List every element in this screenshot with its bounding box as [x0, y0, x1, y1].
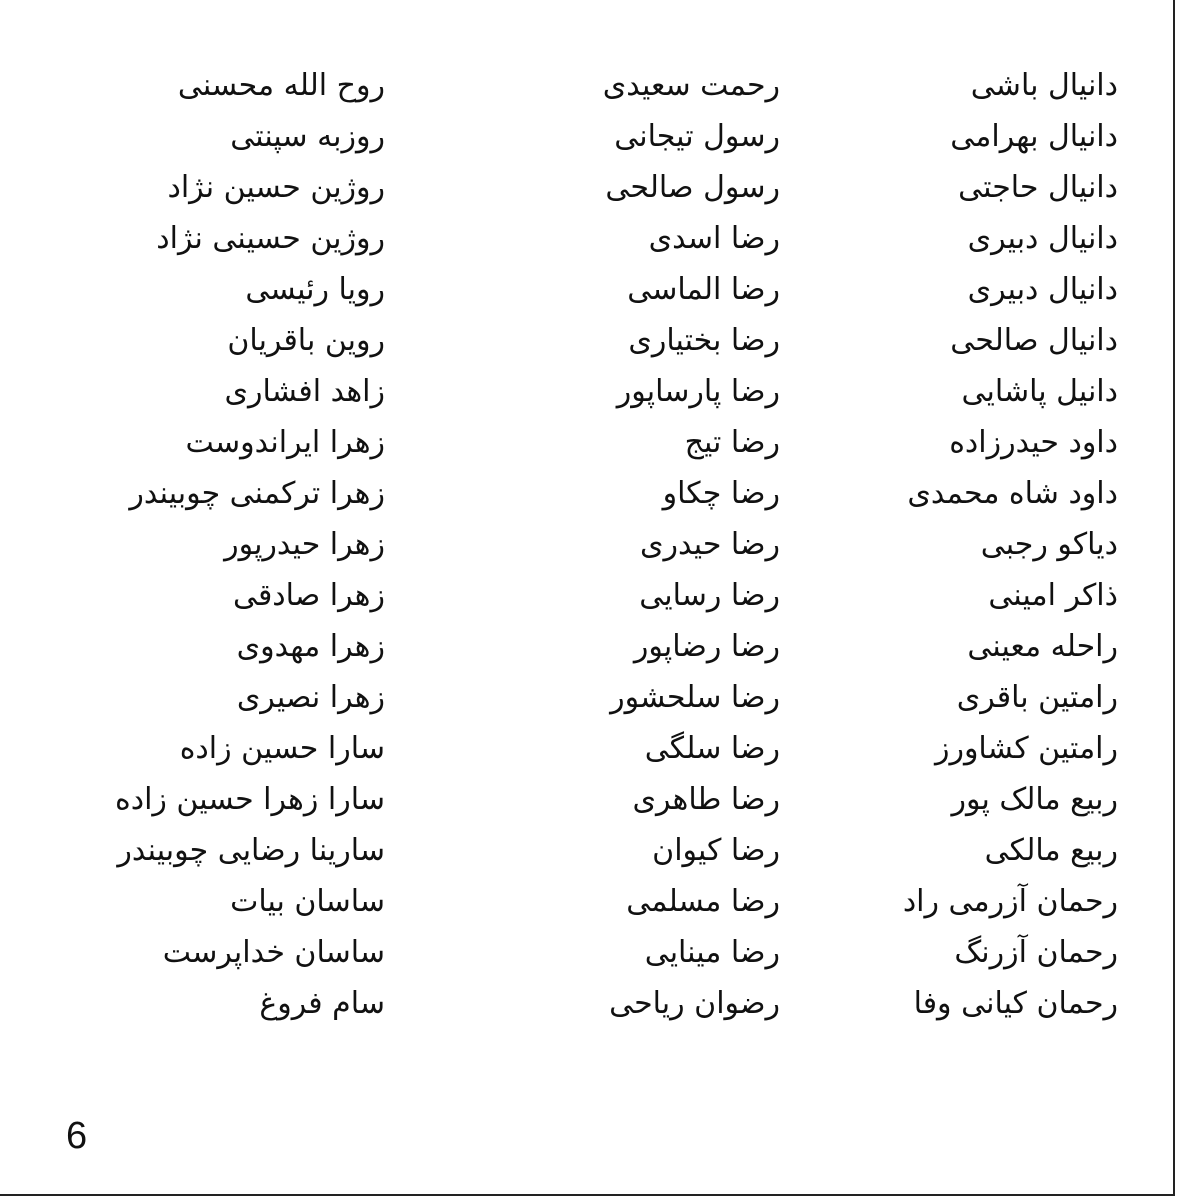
name-entry: رضا اسدی — [648, 221, 780, 256]
name-entry: ساسان بیات — [230, 884, 385, 919]
name-entry: رسول صالحی — [605, 170, 780, 205]
name-entry: دانیال بهرامی — [950, 119, 1118, 154]
name-entry: دانیل پاشایی — [961, 374, 1118, 409]
name-entry: داود حیدرزاده — [949, 425, 1118, 460]
name-entry: رویا رئیسی — [245, 272, 385, 307]
name-entry: رضا بختیاری — [628, 323, 780, 358]
names-column-1 — [798, 60, 1118, 1029]
name-entry: رضا سلحشور — [610, 680, 780, 715]
name-entry: دانیال دبیری — [967, 272, 1118, 307]
name-entry: سارینا رضایی چوبیندر — [117, 833, 385, 868]
name-entry: زهرا صادقی — [232, 578, 385, 613]
name-entry: روژین حسینی نژاد — [156, 221, 385, 256]
name-entry: رضا رضاپور — [633, 629, 780, 664]
name-entry: ذاکر امینی — [988, 578, 1118, 613]
name-entry: ربیع مالکی — [984, 833, 1118, 868]
name-entry: ساسان خداپرست — [162, 935, 385, 970]
name-entry: رضا رسایی — [639, 578, 780, 613]
name-entry: روزبه سپنتی — [230, 119, 385, 154]
name-entry: رحمت سعیدی — [602, 68, 780, 103]
name-entry: سارا زهرا حسین زاده — [115, 782, 385, 817]
names-column-3 — [25, 60, 385, 1029]
name-entry: رضا مسلمی — [626, 884, 780, 919]
name-entry: زهرا مهدوی — [236, 629, 385, 664]
name-entry: دانیال باشی — [970, 68, 1118, 103]
name-entry: دانیال صالحی — [950, 323, 1118, 358]
name-entry: رضا سلگی — [644, 731, 780, 766]
name-entry: رضا چکاو — [662, 476, 780, 511]
name-entry: رامتین کشاورز — [934, 731, 1118, 766]
name-entry: دانیال حاجتی — [958, 170, 1118, 205]
name-entry: زهرا ترکمنی چوبیندر — [129, 476, 385, 511]
name-entry: سارا حسین زاده — [179, 731, 385, 766]
name-entry: روژین حسین نژاد — [167, 170, 385, 205]
name-entry: رحمان آزرمی راد — [902, 884, 1118, 919]
names-column-2 — [480, 60, 780, 1029]
name-entry: زهرا نصیری — [236, 680, 385, 715]
name-entry: راحله معینی — [967, 629, 1118, 664]
name-entry: زاهد افشاری — [224, 374, 385, 409]
name-entry: رضا پارساپور — [616, 374, 780, 409]
name-entry: روین باقریان — [227, 323, 385, 358]
page-number: 6 — [66, 1115, 88, 1157]
name-entry: زهرا حیدرپور — [224, 527, 385, 562]
name-entry: دانیال دبیری — [967, 221, 1118, 256]
name-entry: رحمان آزرنگ — [954, 935, 1118, 970]
name-entry: ربیع مالک پور — [951, 782, 1118, 817]
name-entry: رضا الماسی — [627, 272, 780, 307]
name-entry: رضا مینایی — [644, 935, 780, 970]
name-entry: رحمان کیانی وفا — [913, 986, 1118, 1021]
name-entry: رضا طاهری — [632, 782, 780, 817]
name-entry: رضا حیدری — [640, 527, 780, 562]
name-entry: روح الله محسنی — [177, 68, 385, 103]
names-list — [0, 60, 1175, 1020]
name-entry: رامتین باقری — [956, 680, 1118, 715]
name-entry: رضا کیوان — [652, 833, 780, 868]
name-entry: دیاکو رجبی — [980, 527, 1118, 562]
name-entry: رسول تیجانی — [614, 119, 780, 154]
name-entry: زهرا ایراندوست — [185, 425, 385, 460]
name-entry: رضوان ریاحی — [609, 986, 780, 1021]
name-entry: رضا تیج — [684, 425, 780, 460]
name-entry: داود شاه محمدی — [907, 476, 1118, 511]
name-entry: سام فروغ — [259, 986, 385, 1021]
